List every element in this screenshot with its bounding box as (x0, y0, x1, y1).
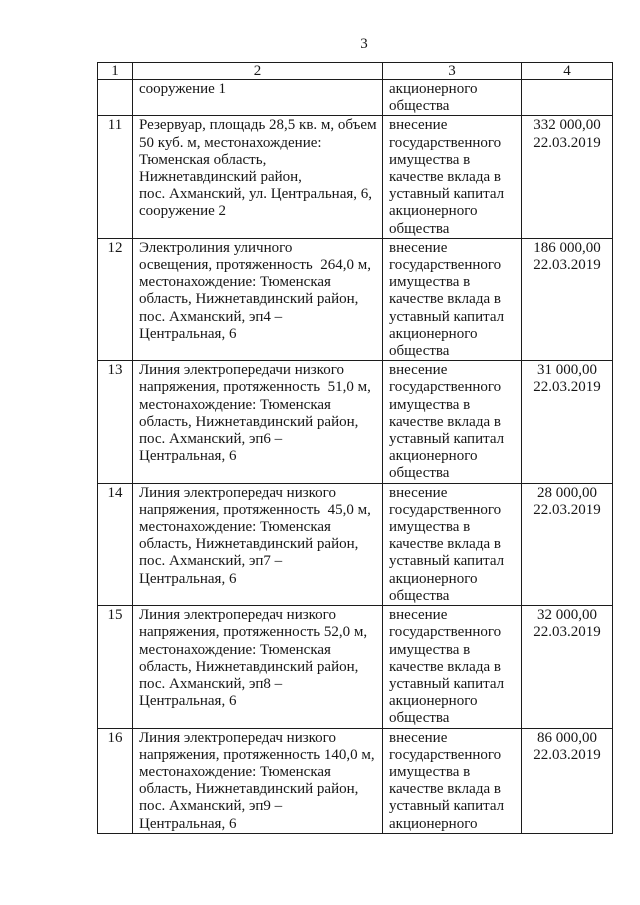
basis-line: качестве вклада в (389, 291, 501, 308)
cell-amount-date (522, 483, 613, 605)
basis-line: качестве вклада в (389, 658, 501, 675)
amount: 32 000,00 (537, 607, 597, 624)
cell-description (133, 80, 383, 116)
description-line: область, Нижнетавдинский район, (139, 536, 359, 553)
description-line: Электролиния уличного (139, 239, 293, 256)
basis-line: уставный капитал (389, 798, 505, 815)
cell-amount-date (522, 606, 613, 728)
basis-line: акционерного (389, 81, 478, 97)
basis-line: уставный капитал (389, 553, 505, 570)
basis-line: государственного (389, 746, 502, 763)
date: 22.03.2019 (533, 134, 601, 151)
description-line: Линия электропередачи низкого (139, 362, 344, 379)
description-line: Нижнетавдинский район, (139, 169, 302, 186)
cell-description (133, 483, 383, 605)
table-row (98, 116, 613, 238)
cell-description (133, 238, 383, 360)
table-row (98, 606, 613, 728)
description-line: 50 куб. м, местонахождение: (139, 134, 322, 151)
description-line: пос. Ахманский, ул. Центральная, 6, (139, 186, 372, 203)
table-row (98, 728, 613, 833)
description-line: Центральная, 6 (139, 815, 237, 832)
basis-line: внесение (389, 362, 448, 379)
header-col-4: 4 (522, 63, 613, 80)
basis-line: акционерного (389, 570, 478, 587)
description-line: Тюменская область, (139, 151, 267, 168)
basis-line: имущества в (389, 396, 471, 413)
description-line: пос. Ахманский, эп9 – (139, 798, 283, 815)
row-number: 12 (107, 239, 123, 256)
description-line: Центральная, 6 (139, 448, 237, 465)
basis-line: общества (389, 587, 450, 604)
cell-number (98, 361, 133, 483)
cell-amount-date (522, 361, 613, 483)
description-line: напряжения, протяженность 45,0 м, (139, 501, 371, 518)
cell-number (98, 606, 133, 728)
description-line: напряжения, протяженность 140,0 м, (139, 746, 375, 763)
basis-line: общества (389, 465, 450, 482)
description-line: пос. Ахманский, эп8 – (139, 675, 283, 692)
cell-amount-date (522, 728, 613, 833)
date: 22.03.2019 (533, 379, 601, 396)
description-line: Резервуар, площадь 28,5 кв. м, объем (139, 117, 377, 134)
description-line: область, Нижнетавдинский район, (139, 781, 359, 798)
basis-line: качестве вклада в (389, 536, 501, 553)
basis-line: акционерного (389, 325, 478, 342)
cell-basis (383, 728, 522, 833)
description-line: пос. Ахманский, эп4 – (139, 308, 283, 325)
row-number: 13 (107, 362, 123, 379)
basis-line: государственного (389, 257, 502, 274)
description-line: местонахождение: Тюменская (139, 519, 331, 536)
basis-line: качестве вклада в (389, 169, 501, 186)
header-col-3: 3 (383, 63, 522, 80)
description-line: область, Нижнетавдинский район, (139, 413, 359, 430)
description-line: Центральная, 6 (139, 570, 237, 587)
description-line: Линия электропередач низкого (139, 484, 336, 501)
basis-line: общества (389, 220, 450, 237)
basis-line: имущества в (389, 274, 471, 291)
cell-basis (383, 116, 522, 238)
basis-line: государственного (389, 379, 502, 396)
table-row (98, 238, 613, 360)
cell-number (98, 483, 133, 605)
description-line: Центральная, 6 (139, 693, 237, 710)
description-line: освещения, протяженность 264,0 м, (139, 257, 371, 274)
amount: 28 000,00 (537, 484, 597, 501)
cell-number (98, 238, 133, 360)
basis-line: внесение (389, 607, 448, 624)
amount: 332 000,00 (533, 117, 601, 134)
cell-description (133, 361, 383, 483)
cell-amount-date (522, 116, 613, 238)
amount: 31 000,00 (537, 362, 597, 379)
basis-line: уставный капитал (389, 186, 505, 203)
basis-line: уставный капитал (389, 675, 505, 692)
row-number: 11 (107, 117, 123, 134)
description-line: сооружение 1 (139, 81, 227, 97)
basis-line: внесение (389, 484, 448, 501)
property-table (97, 62, 613, 834)
cell-basis (383, 483, 522, 605)
row-number: 14 (107, 484, 123, 501)
basis-line: внесение (389, 117, 448, 134)
basis-line: акционерного (389, 203, 478, 220)
description-line: напряжения, протяженность 52,0 м, (139, 624, 368, 641)
description-line: область, Нижнетавдинский район, (139, 658, 359, 675)
description-line: напряжения, протяженность 51,0 м, (139, 379, 371, 396)
basis-line: государственного (389, 501, 502, 518)
header-col-2: 2 (133, 63, 383, 80)
description-line: пос. Ахманский, эп6 – (139, 431, 283, 448)
amount: 86 000,00 (537, 729, 597, 746)
row-number: 16 (107, 729, 123, 746)
basis-line: имущества в (389, 641, 471, 658)
cell-basis (383, 238, 522, 360)
table-header-row (98, 63, 613, 80)
cell-description (133, 728, 383, 833)
basis-line: внесение (389, 729, 448, 746)
description-line: местонахождение: Тюменская (139, 763, 331, 780)
basis-line: акционерного (389, 693, 478, 710)
description-line: сооружение 2 (139, 203, 227, 220)
cell-description (133, 116, 383, 238)
cell-number (98, 116, 133, 238)
description-line: местонахождение: Тюменская (139, 396, 331, 413)
basis-line: государственного (389, 134, 502, 151)
cell-amount-date (522, 80, 613, 116)
date: 22.03.2019 (533, 501, 601, 518)
description-line: пос. Ахманский, эп7 – (139, 553, 283, 570)
basis-line: качестве вклада в (389, 413, 501, 430)
basis-line: общества (389, 710, 450, 727)
basis-line: общества (389, 98, 450, 115)
cell-number (98, 728, 133, 833)
basis-line: акционерного (389, 448, 478, 465)
description-line: Линия электропередач низкого (139, 607, 336, 624)
date: 22.03.2019 (533, 746, 601, 763)
basis-line: уставный капитал (389, 308, 505, 325)
cell-amount-date (522, 238, 613, 360)
cell-description (133, 606, 383, 728)
basis-line: имущества в (389, 763, 471, 780)
basis-line: имущества в (389, 151, 471, 168)
cell-basis (383, 80, 522, 116)
amount: 186 000,00 (533, 239, 601, 256)
basis-line: акционерного (389, 815, 478, 832)
basis-line: качестве вклада в (389, 781, 501, 798)
basis-line: уставный капитал (389, 431, 505, 448)
page-number: 3 (360, 36, 368, 52)
table-body (98, 80, 613, 834)
header-col-1: 1 (98, 63, 133, 80)
description-line: Линия электропередач низкого (139, 729, 336, 746)
table-row (98, 80, 613, 116)
row-number: 15 (107, 607, 123, 624)
description-line: местонахождение: Тюменская (139, 274, 331, 291)
table-head (98, 63, 613, 80)
date: 22.03.2019 (533, 624, 601, 641)
basis-line: общества (389, 343, 450, 360)
basis-line: внесение (389, 239, 448, 256)
table-row (98, 361, 613, 483)
basis-line: имущества в (389, 519, 471, 536)
description-line: местонахождение: Тюменская (139, 641, 331, 658)
cell-basis (383, 361, 522, 483)
cell-basis (383, 606, 522, 728)
description-line: Центральная, 6 (139, 325, 237, 342)
table-row (98, 483, 613, 605)
description-line: область, Нижнетавдинский район, (139, 291, 359, 308)
basis-line: государственного (389, 624, 502, 641)
cell-number (98, 80, 133, 116)
date: 22.03.2019 (533, 257, 601, 274)
